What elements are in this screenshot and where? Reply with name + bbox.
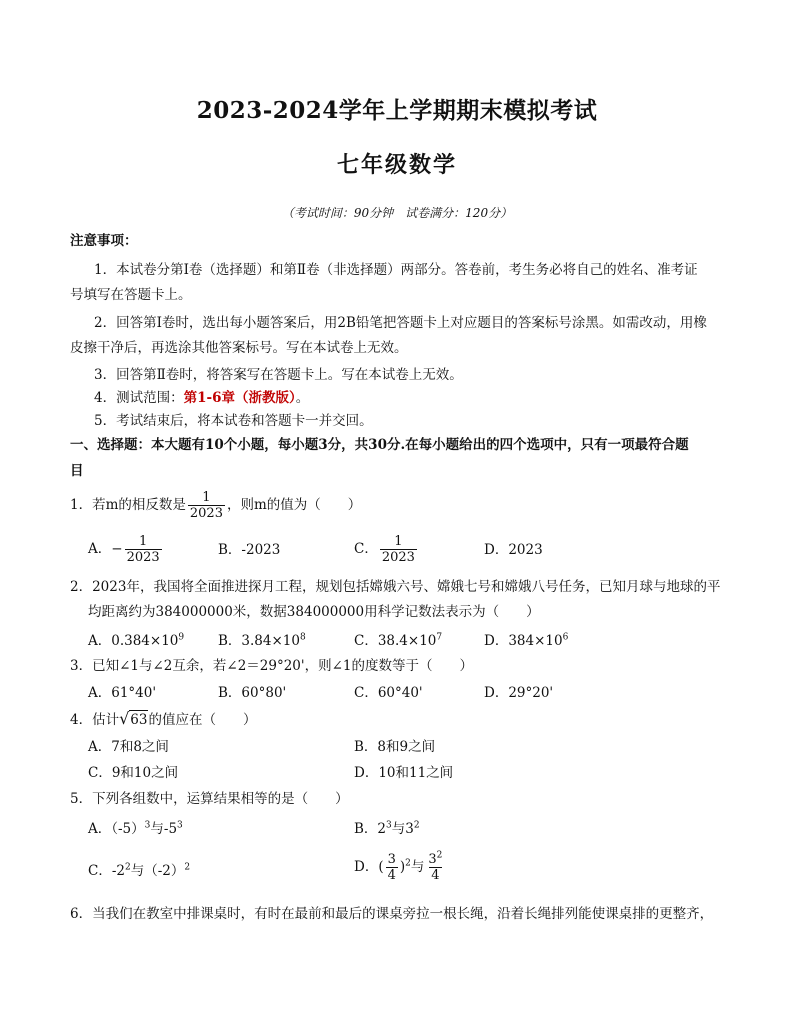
q5-d-exp1: 2 <box>405 858 411 869</box>
q2-c-exp: 7 <box>436 632 443 643</box>
q1-option-d[interactable]: D．2023 <box>484 542 543 558</box>
question-3-stem: 3．已知∠1与∠2互余，若∠2＝29°20'，则∠1的度数等于（ ） <box>70 658 474 674</box>
q2-b-base: B．3.84×10 <box>218 633 300 649</box>
q5-d-mid: 与 <box>410 859 425 875</box>
q1-option-c[interactable] <box>354 534 419 565</box>
q5-d-paren: ) <box>399 859 406 875</box>
q1-a-label: A． <box>88 541 112 557</box>
q5-a-exp1: 3 <box>144 820 151 831</box>
q4-option-d[interactable]: D．10和11之间 <box>354 765 454 781</box>
note-2-line-1: 2．回答第Ⅰ卷时，选出每小题答案后，用2B铅笔把答题卡上对应题目的答案标号涂黑。如需改动，用橡 <box>94 315 707 331</box>
q3-option-d[interactable]: D．29°20' <box>484 685 554 701</box>
q5-b-pre: B．2 <box>354 821 387 837</box>
q5-option-b[interactable] <box>354 820 420 838</box>
note-5: 5．考试结束后，将本试卷和答题卡一并交回。 <box>94 413 373 429</box>
q2-option-a[interactable] <box>88 632 184 650</box>
note-4-scope: 第1-6章（浙教版） <box>183 390 296 406</box>
question-6-stem: 6．当我们在教室中排课桌时，有时在最前和最后的课桌旁拉一根长绳，沿着长绳排列能使课桌排的更整齐， <box>70 906 714 922</box>
q1-a-sign: − <box>111 541 123 557</box>
question-1-stem <box>70 490 361 521</box>
q2-c-base: C．38.4×10 <box>354 633 437 649</box>
q5-a-exp2: 3 <box>177 820 183 831</box>
q2-a-exp: 9 <box>178 632 185 643</box>
sqrt-icon: √ <box>119 709 130 728</box>
q1-frac-num: 1 <box>202 490 211 505</box>
q1-option-b[interactable]: B．-2023 <box>218 542 281 558</box>
question-2-stem-line-1: 2．2023年，我国将全面推进探月工程，规划包括嫦娥六号、嫦娥七号和嫦娥八号任务，已知月球与地球的平 <box>70 579 721 595</box>
q5-c-pre: C．-2 <box>88 863 125 879</box>
q2-d-base: D．384×10 <box>484 633 563 649</box>
q3-option-c[interactable]: C．60°40' <box>354 685 423 701</box>
q5-d-label: D．( <box>354 859 384 875</box>
q2-option-d[interactable] <box>484 632 568 650</box>
q2-a-base: A．0.384×10 <box>88 633 179 649</box>
question-4-stem <box>70 710 256 729</box>
q1-c-label: C． <box>354 541 378 557</box>
q5-b-exp2: 2 <box>413 820 420 831</box>
q5-d-fraction-1 <box>386 852 398 883</box>
q5-a-mid: 与-5 <box>150 821 178 837</box>
q5-d-den2: 4 <box>431 868 440 883</box>
q5-option-c[interactable] <box>88 862 190 880</box>
q1-c-num: 1 <box>394 534 403 549</box>
notes-heading: 注意事项： <box>70 233 138 249</box>
q5-c-exp1: 2 <box>124 862 131 873</box>
section-1-heading-line-2: 目 <box>70 463 84 479</box>
q4-stem-a: 4．估计 <box>70 712 120 728</box>
q3-option-a[interactable]: A．61°40' <box>88 685 157 701</box>
q5-b-mid: 与3 <box>391 821 414 837</box>
question-5-stem: 5．下列各组数中，运算结果相等的是（ ） <box>70 791 349 807</box>
q5-option-a[interactable] <box>88 820 183 838</box>
q5-c-exp2: 2 <box>184 862 191 873</box>
note-1-line-1: 1．本试卷分第Ⅰ卷（选择题）和第Ⅱ卷（非选择题）两部分。答卷前，考生务必将自己的姓名、准考证 <box>94 262 698 278</box>
q1-a-num: 1 <box>138 534 148 549</box>
exam-info: （考试时间：90分钟 试卷满分：120分） <box>281 206 513 220</box>
exam-subtitle: 七年级数学 <box>336 152 457 178</box>
q4-stem-b: 的值应在（ ） <box>148 712 257 728</box>
q2-option-b[interactable] <box>218 632 306 650</box>
q5-a-pre: A．（-5） <box>88 821 145 837</box>
question-2-stem-line-2: 均距离约为384000000米，数据384000000用科学记数法表示为（ ） <box>88 604 540 620</box>
note-4-prefix: 4．测试范围： <box>94 390 184 406</box>
q1-fraction <box>188 490 225 521</box>
q5-d-num1: 3 <box>387 852 396 867</box>
q5-d-fraction-2 <box>426 852 444 883</box>
q4-radicand: 63 <box>130 712 148 728</box>
q5-option-d[interactable] <box>354 852 446 883</box>
q1-c-den: 2023 <box>381 550 415 565</box>
q5-d-num2-exp: 2 <box>436 850 443 861</box>
q4-option-a[interactable]: A．7和8之间 <box>88 739 169 755</box>
q2-b-exp: 8 <box>299 632 306 643</box>
note-4-suffix: 。 <box>295 390 310 406</box>
q5-c-mid: 与（-2） <box>130 863 185 879</box>
q1-stem-b: ，则m的值为（ ） <box>226 497 362 513</box>
q1-c-fraction <box>380 534 417 565</box>
q2-d-exp: 6 <box>562 632 569 643</box>
section-1-heading-line-1: 一、选择题：本大题有10个小题，每小题3分，共30分.在每小题给出的四个选项中，只有一项最符合题 <box>70 437 689 453</box>
q5-d-num2-base: 3 <box>428 852 437 867</box>
q3-option-b[interactable]: B．60°80' <box>218 685 287 701</box>
note-2-line-2: 皮擦干净后，再选涂其他答案标号。写在本试卷上无效。 <box>70 340 408 356</box>
q5-d-num2 <box>426 852 444 867</box>
q1-frac-den: 2023 <box>189 506 223 521</box>
q1-stem-a: 1．若m的相反数是 <box>70 497 186 513</box>
exam-title: 2023-2024学年上学期期末模拟考试 <box>196 97 598 124</box>
note-1-line-2: 号填写在答题卡上。 <box>70 287 192 303</box>
q4-option-b[interactable]: B．8和9之间 <box>354 739 436 755</box>
q4-option-c[interactable]: C．9和10之间 <box>88 765 179 781</box>
q5-d-den1: 4 <box>387 868 396 883</box>
note-3: 3．回答第Ⅱ卷时，将答案写在答题卡上。写在本试卷上无效。 <box>94 367 463 383</box>
q1-a-den: 2023 <box>126 550 160 565</box>
q1-a-fraction <box>125 534 162 565</box>
q1-option-a[interactable] <box>88 534 164 565</box>
note-4 <box>94 389 309 407</box>
q2-option-c[interactable] <box>354 632 442 650</box>
q5-b-exp1: 3 <box>386 820 392 831</box>
